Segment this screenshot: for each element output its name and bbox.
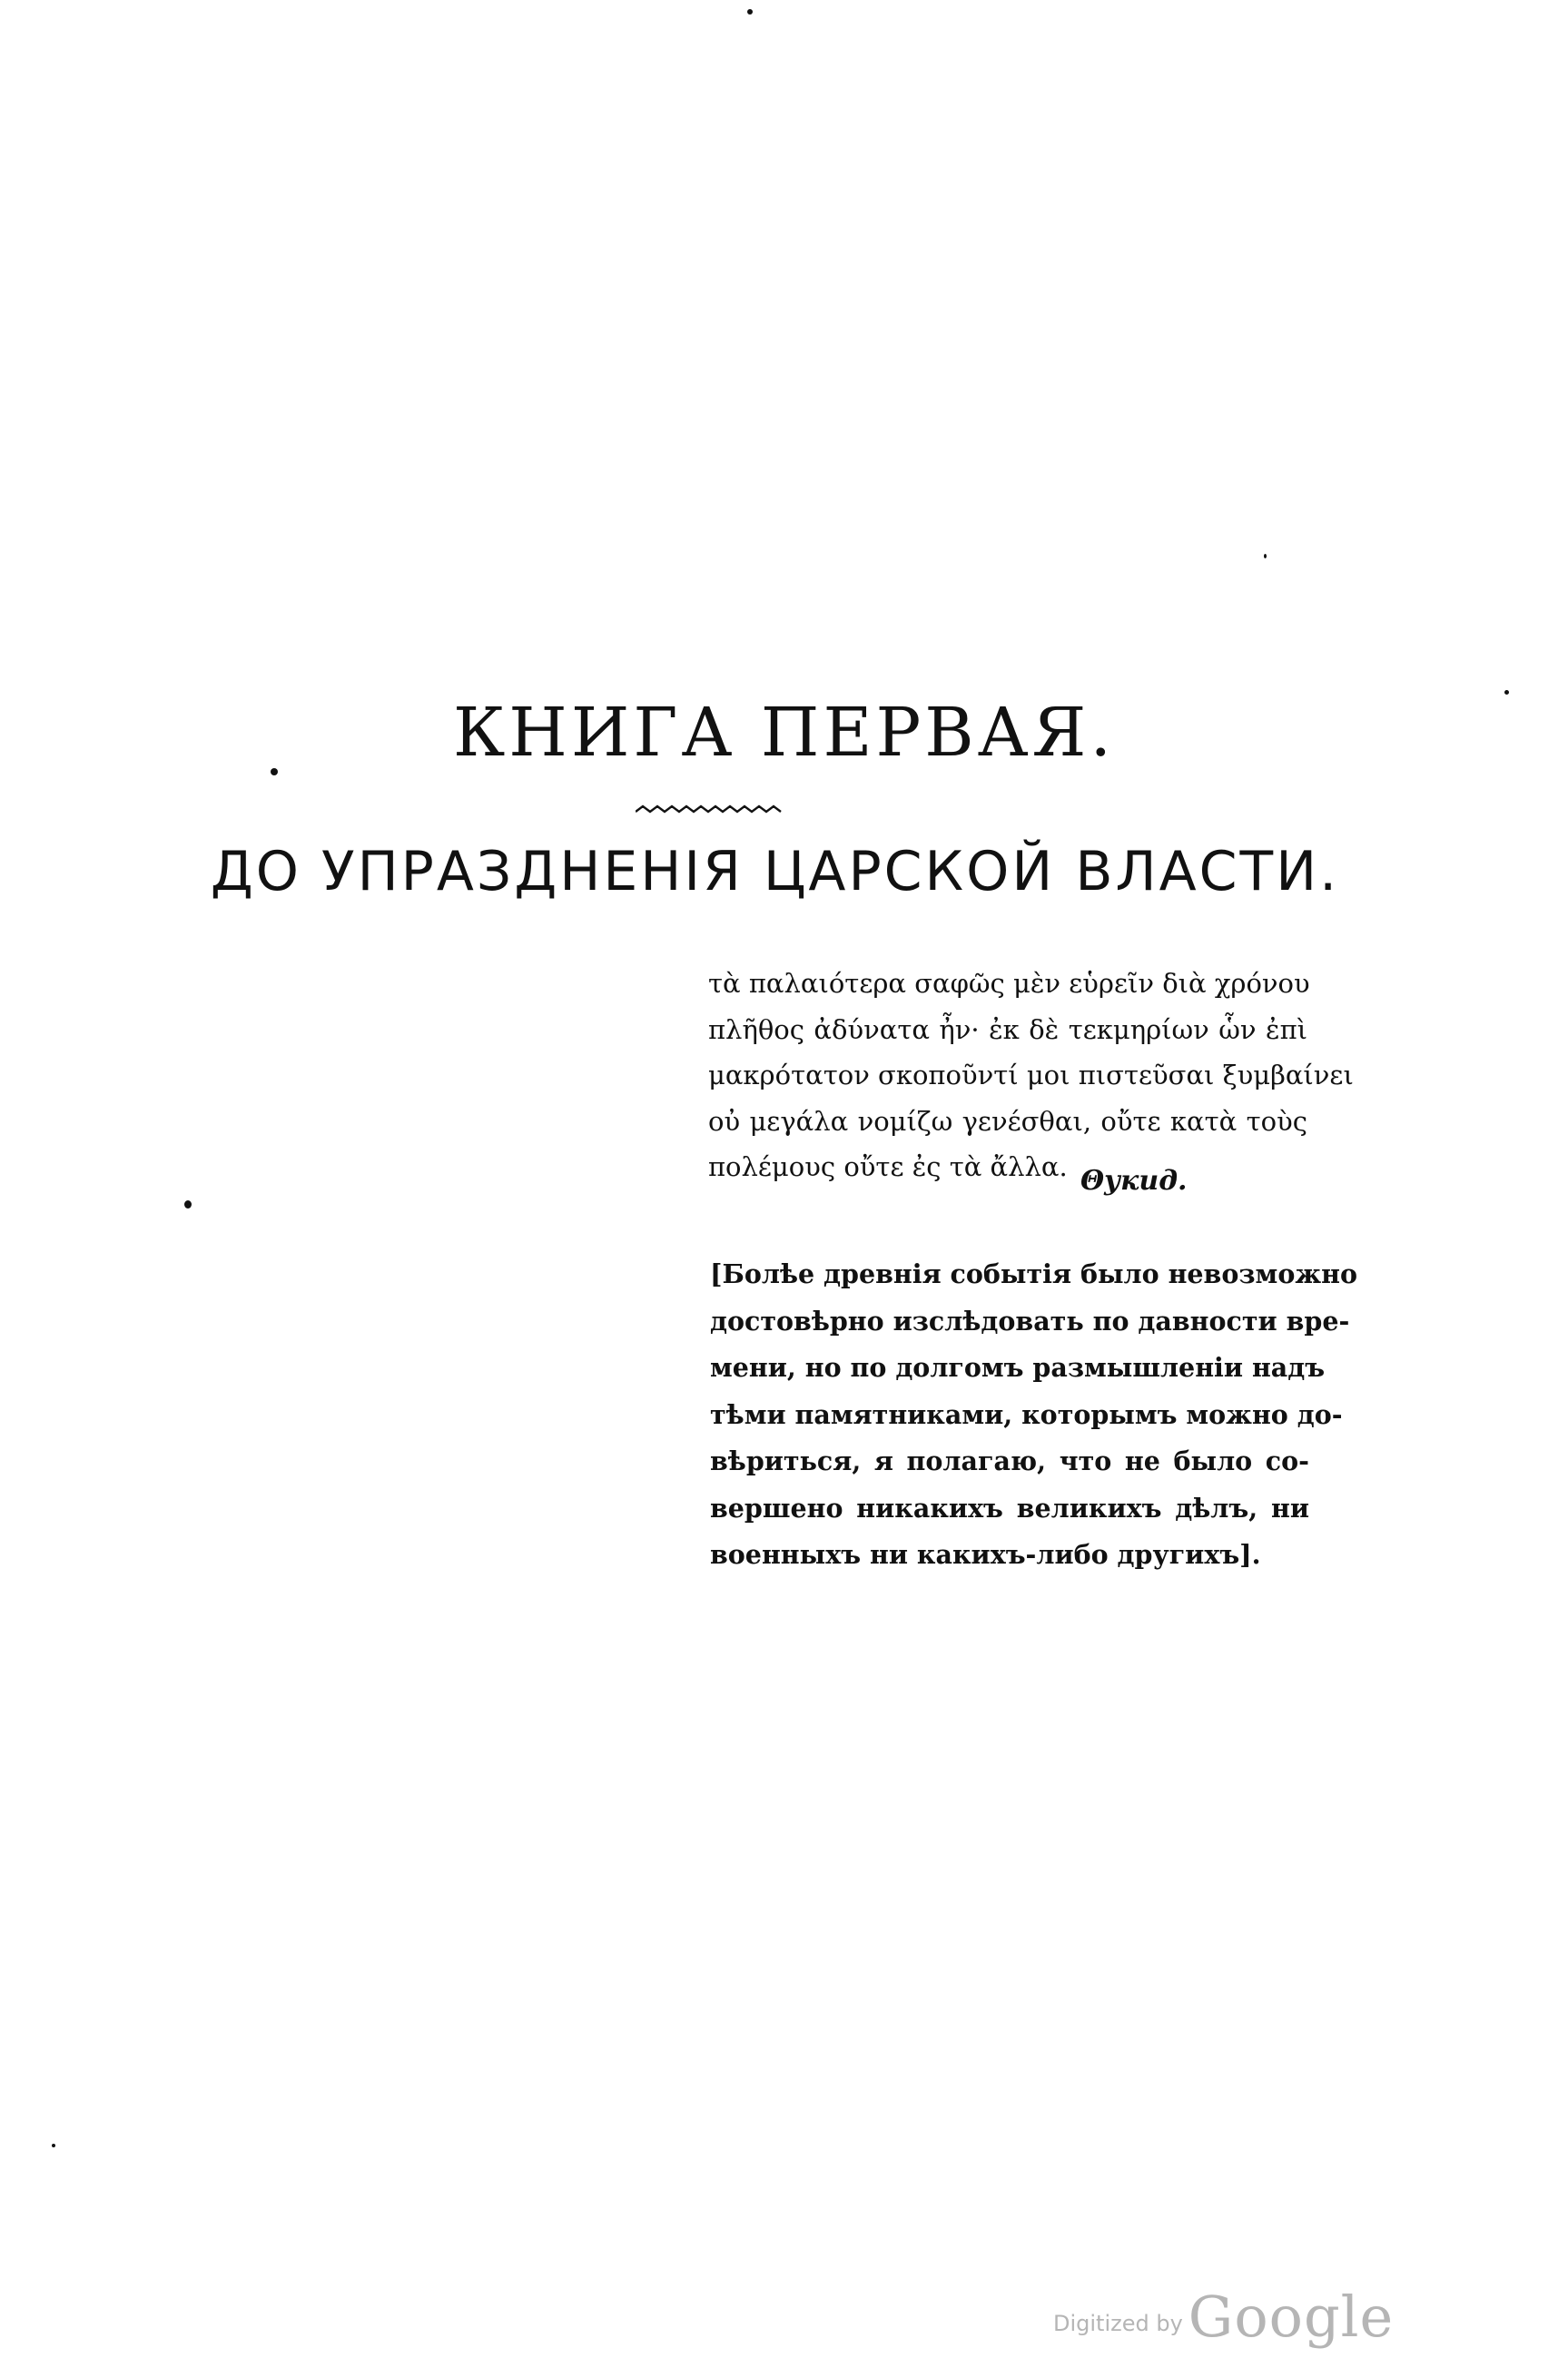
epigraph-line: τὰ παλαιότερα σαφῶς μὲν εὑρεῖν διὰ χρόνου: [708, 968, 1310, 999]
print-speck: [747, 9, 753, 15]
title-ornament-rule: [636, 803, 790, 815]
translation-line: вѣриться, я полагаю, что не было со-: [710, 1445, 1309, 1476]
book-title: КНИГА ПЕРВАЯ.: [453, 694, 1115, 772]
print-speck: [1264, 554, 1267, 558]
translation-line: мени, но по долгомъ размышленіи надъ: [710, 1352, 1326, 1383]
print-speck: [1504, 690, 1509, 695]
translation-line: вершено никакихъ великихъ дѣлъ, ни: [710, 1492, 1309, 1524]
section-title: ДО УПРАЗДНЕНІЯ ЦАРСКОЙ ВЛАСТИ.: [210, 840, 1340, 903]
print-speck: [52, 2144, 55, 2147]
translation-line: военныхъ ни какихъ-либо другихъ].: [710, 1539, 1261, 1570]
print-speck: [271, 768, 278, 775]
digitization-watermark: [1053, 2284, 1394, 2350]
watermark-prefix: Digitized by: [1053, 2311, 1183, 2336]
epigraph-attribution: Θукид.: [1080, 1165, 1188, 1197]
epigraph-line: πλῆθος ἀδύνατα ἦν· ἐκ δὲ τεκμηρίων ὧν ἐπὶ: [708, 1013, 1307, 1045]
print-speck: [184, 1200, 192, 1209]
epigraph-line: μακρότατον σκοποῦντί μοι πιστεῦσαι ξυμβαίνει: [708, 1060, 1354, 1090]
epigraph-line: οὐ μεγάλα νομίζω γενέσθαι, οὔτε κατὰ τοὺς: [708, 1105, 1307, 1137]
translation-line: [Болѣе древнія событія было невозможно: [710, 1258, 1357, 1289]
epigraph-line: πολέμους οὔτε ἐς τὰ ἄλλα.: [708, 1151, 1068, 1182]
watermark-brand: Google: [1188, 2284, 1395, 2350]
translation-line: достовѣрно изслѣдовать по давности вре-: [710, 1305, 1350, 1337]
translation-line: тѣми памятниками, которымъ можно до-: [710, 1398, 1343, 1430]
epigraph-greek: [708, 961, 1354, 1190]
epigraph-translation: [710, 1251, 1357, 1579]
